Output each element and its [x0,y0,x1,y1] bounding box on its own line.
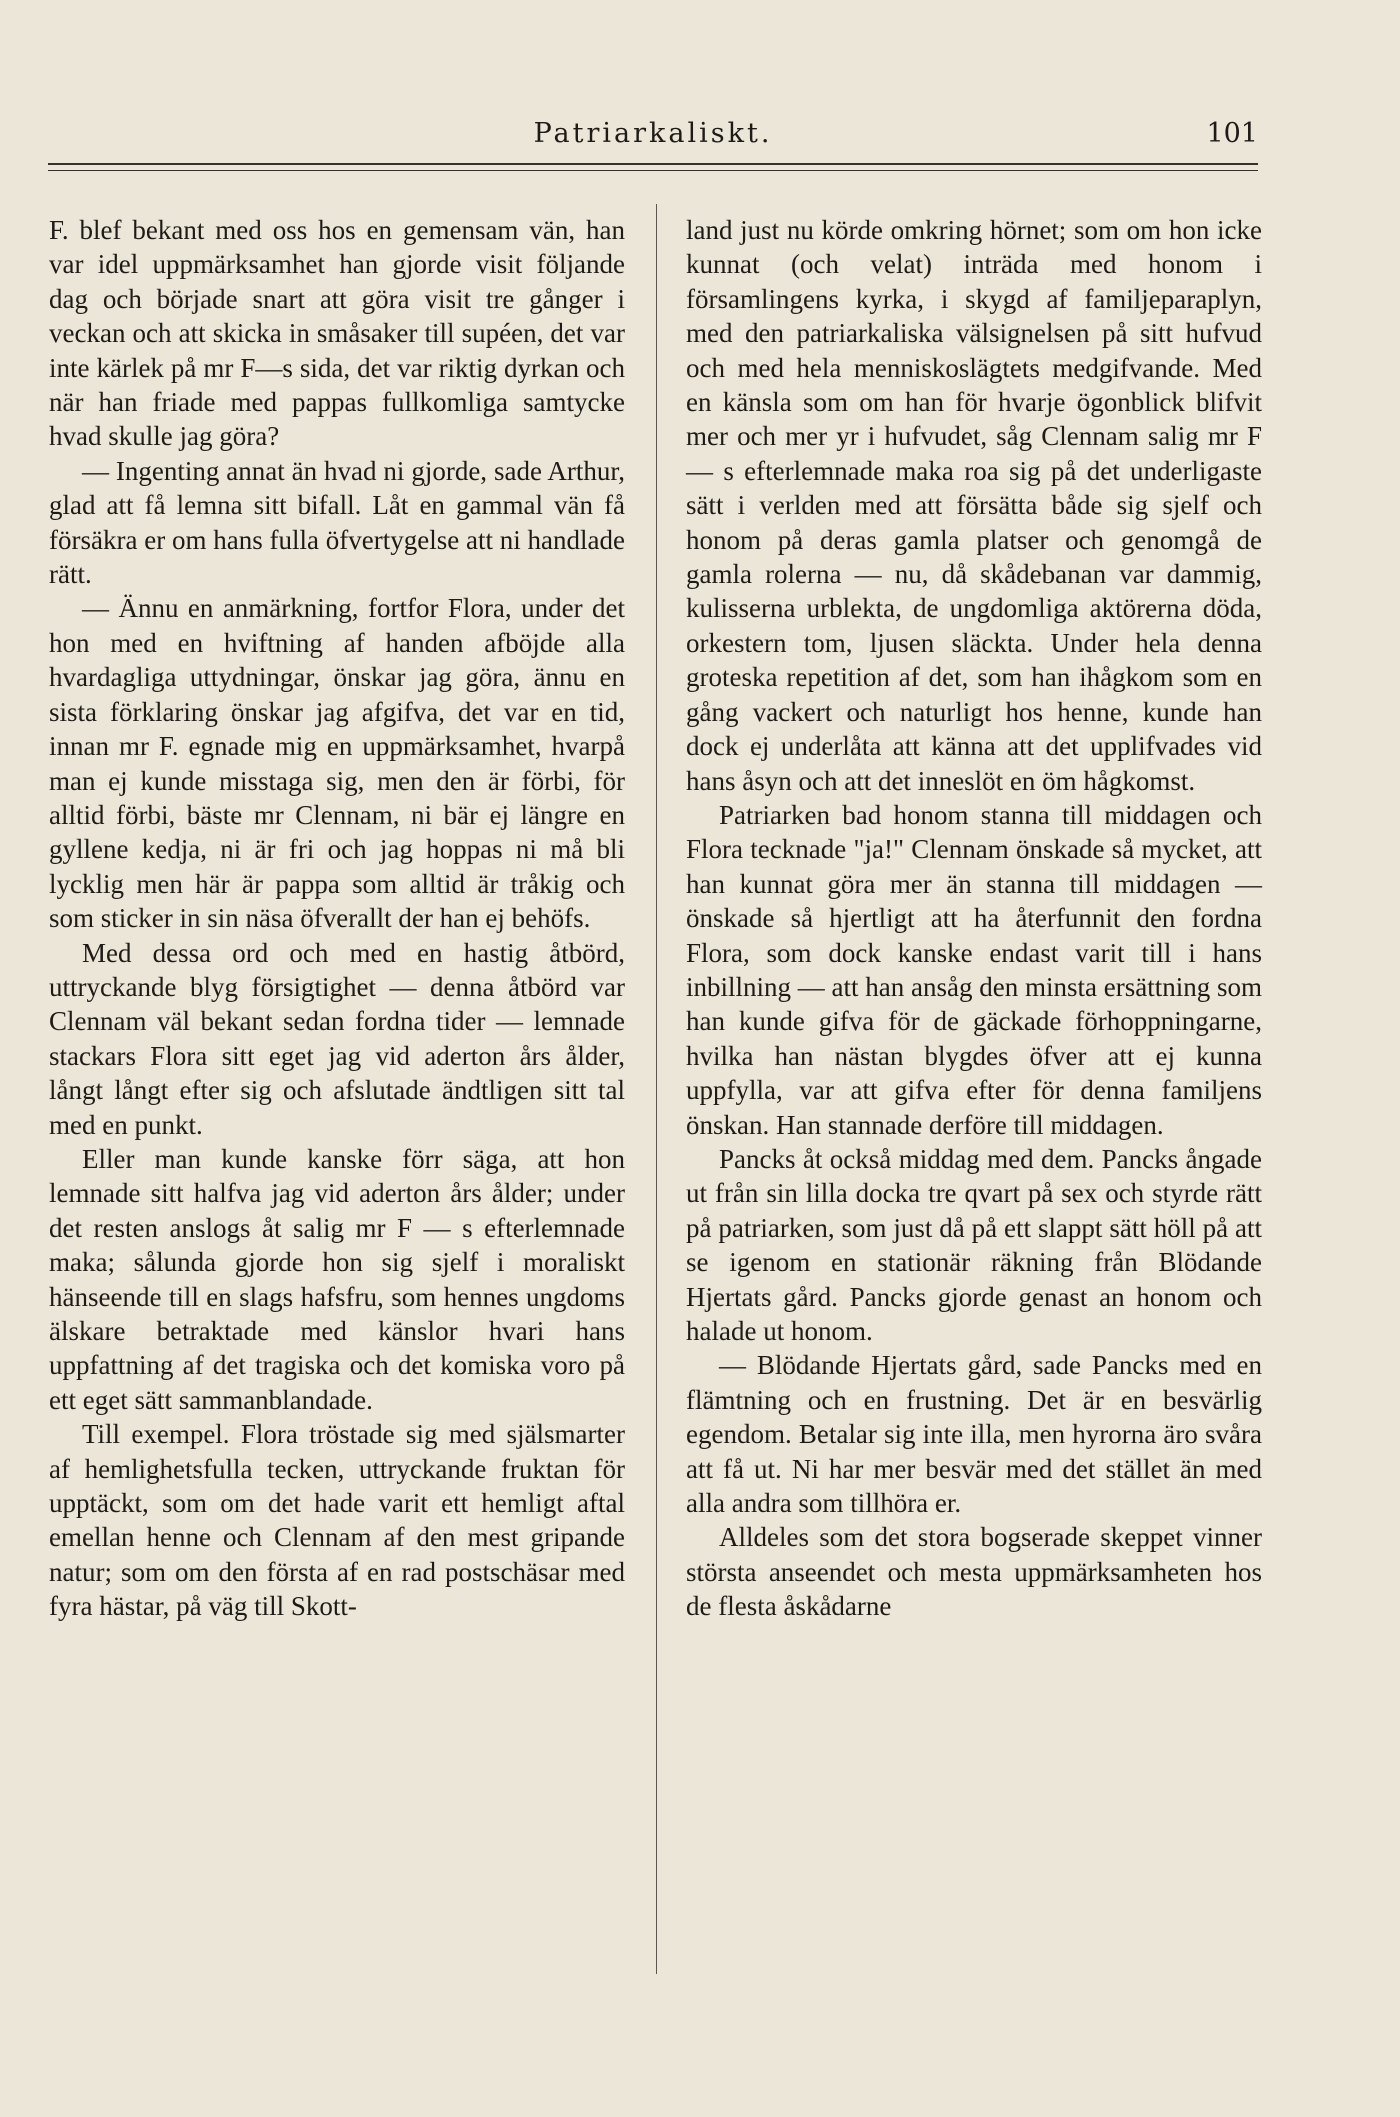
paragraph: Med dessa ord och med en hastig åtbörd, uttryckande blyg försigtighet — denna åtbörd var Clennam väl bekant sedan fordna tider — lemnade stackars Flora sitt eget jag vid aderton års ålder, långt långt efter sig och afslutade ändtligen sitt tal med en punkt. [49,937,625,1140]
left-column [49,213,625,1624]
paragraph: F. blef bekant med oss hos en gemensam vän, han var idel uppmärksamhet han gjorde visit följande dag och började snart att göra visit tre gånger i veckan och att skicka in småsaker till supéen, det var inte kärlek på mr F—s sida, det var riktig dyrkan och när han friade med pappas fullkomliga samtycke hvad skulle jag göra? [49,215,625,452]
paragraph: — Blödande Hjertats gård, sade Pancks med en flämtning och en frustning. Det är en besvärlig egendom. Betalar sig inte illa, men hyrorna äro svåra att få ut. Ni har mer besvär med det stället än med alla andra som tillhöra er. [686,1350,1262,1519]
paragraph: Till exempel. Flora tröstade sig med själsmarter af hemlighetsfulla tecken, uttryckande fruktan för upptäckt, som om det hade varit ett hemligt aftal emellan henne och Clennam af den mest gripande natur; som om den första af en rad postschäsar med fyra hästar, på väg till Skott- [49,1419,625,1622]
paragraph: Pancks åt också middag med dem. Pancks ångade ut från sin lilla docka tre qvart på sex och styrde rätt på patriarken, som just då på ett slappt sätt höll på att se igenom en stationär räkning från Blödande Hjertats gård. Pancks gjorde genast an honom och halade ut honom. [686,1143,1262,1346]
header-rule [48,163,1258,165]
running-title: Patriarkaliskt. [533,118,773,149]
paragraph: Patriarken bad honom stanna till middagen och Flora tecknade "ja!" Clennam önskade så mycket, att han kunnat göra mer än stanna till middagen — önskade så hjertligt att ha återfunnit den fordna Flora, som dock kanske endast varit till i hans inbillning — att han ansåg den minsta ersättning som han kunde gifva för de gäckade förhoppningarne, hvilka han nästan blygdes öfver att ej kunna uppfylla, var att gifva efter för denna familjens önskan. Han stannade derföre till middagen. [686,799,1262,1140]
column-divider [656,204,657,1974]
paragraph: — Ännu en anmärkning, fortfor Flora, under det hon med en hviftning af handen afböjde alla hvardagliga uttydningar, önskar jag göra, ännu en sista förklaring önskar jag afgifva, det var en tid, innan mr F. egnade mig en uppmärksamhet, hvarpå man ej kunde misstaga sig, men den är förbi, för alltid förbi, bäste mr Clennam, ni bär ej längre en gyllene kedja, ni är fri och jag hoppas ni må bli lycklig men här är pappa som alltid är tråkig och som sticker in sin näsa öfverallt der han ej behöfs. [49,593,625,934]
paragraph: — Ingenting annat än hvad ni gjorde, sade Arthur, glad att få lemna sitt bifall. Låt en gammal vän få försäkra er om hans fulla öfvertygelse att ni handlade rätt. [49,455,625,590]
page-header [48,118,1258,158]
page-number: 101 [1206,118,1258,149]
header-rule-thin [48,170,1258,171]
paragraph: land just nu körde omkring hörnet; som om hon icke kunnat (och velat) inträda med honom i församlingens kyrka, i skygd af familjeparaplyn, med den patriarkaliska välsignelsen på sitt hufvud och med hela menniskoslägtets medgifvande. Med en känsla som om han för hvarje ögonblick blifvit mer och mer yr i hufvudet, såg Clennam salig mr F — s efterlemnade maka roa sig på det underligaste sätt i verlden med att försätta både sig sjelf och honom på deras gamla platser och genomgå de gamla rolerna — nu, då skådebanan var dammig, kulisserna urblekta, de ungdomliga aktörerna döda, orkestern tom, ljusen släckta. Under hela denna groteska repetition af det, som han ihågkom som en gång vackert och naturligt hos henne, kunde han dock ej underlåta att känna att det upplifvades vid hans åsyn och att det inneslöt en öm hågkomst. [686,215,1262,796]
paragraph: Alldeles som det stora bogserade skeppet vinner största anseendet och mesta uppmärksamheten hos de flesta åskådarne [686,1522,1262,1622]
paragraph: Eller man kunde kanske förr säga, att hon lemnade sitt halfva jag vid aderton års ålder; under det resten anslogs åt salig mr F — s efterlemnade maka; sålunda gjorde hon sig sjelf i moraliskt hänseende till en slags hafsfru, som hennes ungdoms älskare betraktade med känslor hvari hans uppfattning af det tragiska och det komiska voro på ett eget sätt sammanblandade. [49,1143,625,1415]
right-column [686,213,1262,1624]
